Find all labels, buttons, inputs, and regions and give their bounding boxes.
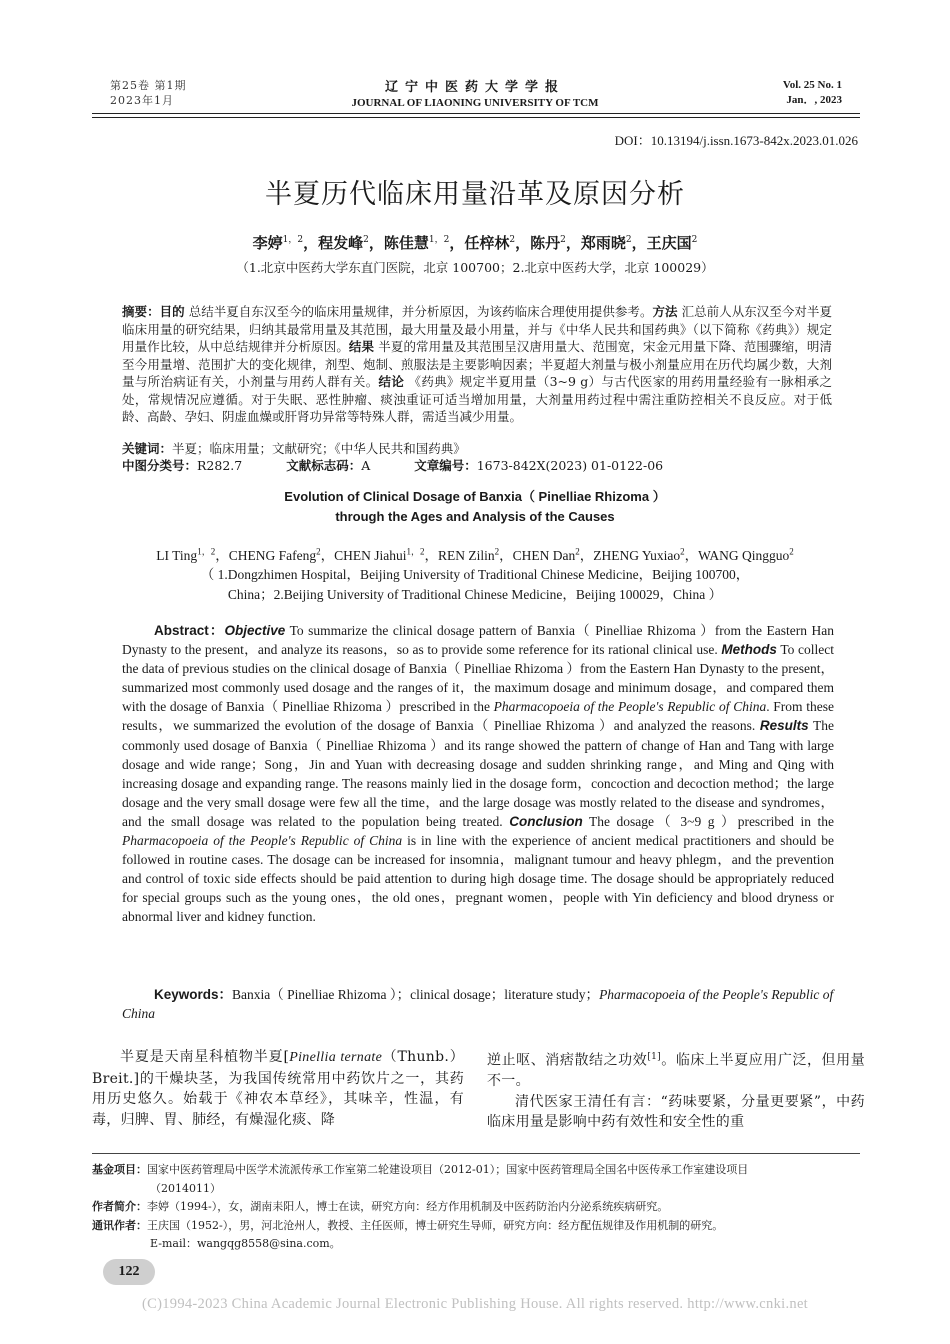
- journal-name-en: JOURNAL OF LIAONING UNIVERSITY OF TCM: [351, 97, 599, 109]
- affiliation-en-line: （ 1.Dongzhimen Hospital，Beijing University of Traditional Chinese Medicine，Beijing 100700，: [200, 567, 750, 582]
- methods-label-cn: 方法: [652, 304, 678, 319]
- article-number-label: 文章编号：: [414, 458, 477, 473]
- doi: DOI：10.13194/j.issn.1673-842x.2023.01.026: [614, 133, 858, 148]
- footnotes: [92, 1161, 862, 1254]
- keywords-cn: [122, 440, 832, 457]
- authors-en: LI Ting$^{1,2}$，CHENG Fafeng$^2$，CHEN Jiahui$^{1,2}$，REN Zilin$^2$，CHEN Dan$^2$，ZHENG Yuxiao$^2$，WANG Qingguo$^2$: [156, 546, 794, 563]
- volume-cn: 第25卷 第1期: [110, 79, 187, 92]
- keywords-value-en: Banxia（ Pinelliae Rhizoma ）；clinical dosage；literature study；: [232, 987, 600, 1002]
- methods-label-en: Methods: [721, 642, 777, 658]
- author-affil-sup: 2: [363, 235, 369, 245]
- author-name-en: CHEN Jiahui: [334, 548, 407, 563]
- author-affil-sup: 2: [509, 235, 516, 245]
- abstract-cn: [122, 303, 832, 426]
- conclusion-label-en: Conclusion: [509, 813, 583, 829]
- body-text: 逆止呕、消痞散结之功效: [487, 1052, 648, 1069]
- methods-text-cn: 汇总前人从东汉至今对半夏临床用量的研究结果，归纳其最常用量及其范围，最大用量及最小用量，并与《中华人民共和国药典》（以下简称《药典》）规定用量作比较，从中总结规律并分析原因。: [122, 304, 832, 354]
- body-paragraph: [92, 1047, 464, 1130]
- pharmacopoeia-title: Pharmacopoeia of the People's Republic of China: [493, 699, 767, 715]
- author-affil-sup: 1，2: [428, 235, 450, 245]
- author-affil-sup: 2: [691, 235, 698, 245]
- author-name: 陈佳慧: [383, 234, 429, 252]
- header-volume-en: [783, 78, 842, 108]
- body-text: （Thunb.）Breit.]的干燥块茎，为我国传统常用中药饮片之一，其药用历史悠久。始载于《神农本草经》，其味辛，性温，有毒，归脾、胃、肺经，有燥湿化痰、降: [92, 1049, 464, 1128]
- author-name: 程发峰: [318, 234, 364, 252]
- author-affil-sup: 2: [575, 546, 580, 557]
- doc-code-label: 文献标志码：: [286, 458, 362, 473]
- corresponding-note: [92, 1217, 862, 1236]
- author-affil-sup: 2: [789, 546, 794, 557]
- header-rule: [92, 113, 860, 114]
- results-text-en: The commonly used dosage of Banxia（ Pinelliae Rhizoma ）and its range showed the pattern of change of Han and Tang with large dosage and wide range；Song，Jin and Yuan with decreasing dosage and sudden shrinking range，and Ming and Qing with increasing dosage and expanding range. The reasons mainly lied in the dosage form，concoction and decoction method；the large dosage and the very small dosage were few all the time，and the large dosage was mostly related to the disease and syndromes，and the small dosage was related to the population being treated.: [122, 718, 834, 829]
- header-volume-cn: [110, 78, 187, 108]
- email-link[interactable]: E-mail：wangqg8558@sina.com。: [150, 1237, 341, 1250]
- keywords-value-cn: 半夏；临床用量；文献研究；《中华人民共和国药典》: [172, 441, 466, 456]
- affiliation-en: [0, 565, 950, 605]
- affiliation-cn: （1.北京中医药大学东直门医院，北京 100700；2.北京中医药大学，北京 100029）: [236, 260, 714, 275]
- copyright-watermark: (C)1994-2023 China Academic Journal Electronic Publishing House. All rights reserved. http://www.cnki.net: [141, 1296, 809, 1312]
- author-name-en: WANG Qingguo: [698, 548, 790, 563]
- author-name: 王庆国: [646, 234, 692, 252]
- body-column-right: [487, 1047, 865, 1133]
- results-text-cn: 半夏的常用量及其范围呈汉唐用量大、范围宽，宋金元用量下降、范围骤缩，明清至今用量增、范围扩大的变化规律，剂型、炮制、煎服法是主要影响因素；半夏超大剂量与极小剂量应用在历代均属少数，大剂量与所治病证有关，小剂量与用药人群有关。: [122, 339, 832, 389]
- clc-value: R282.7: [197, 458, 243, 473]
- author-name: 郑雨晓: [580, 234, 626, 252]
- methods-text-en: To collect the data of previous studies on the clinical dosage of Banxia（ Pinelliae Rhizoma ）from the Eastern Han Dynasty to the present，summarized most commonly used dosage and the ranges of it，the maximum dosage and minimum dosage，and compared them with the dosage of Banxia（ Pinelliae Rhizoma ）prescribed in the: [122, 642, 835, 715]
- keywords-label-cn: 关键词：: [122, 441, 173, 456]
- author-affil-sup: 2: [680, 546, 685, 557]
- journal-name-cn: 辽宁中医药大学学报: [384, 80, 565, 95]
- methods-text-en-end: . From these results，we summarized the evolution of the dosage of Banxia（ Pinelliae Rhizoma ）and analyzed the reasons.: [122, 699, 834, 734]
- fund-text: 国家中医药管理局中医学术流派传承工作室第二轮建设项目（2012-01）；国家中医药管理局全国名中医传承工作室建设项目: [147, 1163, 749, 1176]
- body-paragraph: [487, 1047, 865, 1092]
- author-name: 任梓林: [464, 234, 510, 252]
- conclusion-label-cn: 结论: [378, 374, 405, 389]
- results-label-cn: 结果: [348, 339, 375, 354]
- fund-text-cont: （2014011）: [150, 1181, 221, 1195]
- header-journal: [250, 76, 700, 109]
- paper-title-cn: 半夏历代临床用量沿革及原因分析: [265, 179, 685, 210]
- body-text: 。临床上半夏应用广泛，但用量不一。: [487, 1052, 865, 1090]
- conclusion-text-en-end: is in line with the experience of ancient medical practitioners and should be followed in routine cases. The dosage can be increased for insomnia，malignant tumour and heavy phlegm，and the prevention and control of toxic side effects should be paid attention to during high dosage time. The dosage should be appropriately reduced for special groups such as the young ones，the old ones，pregnant women，people with Yin deficiency and blood dryness or abnormal liver and kidney function.: [122, 833, 835, 925]
- keywords-label-en: Keywords：: [154, 987, 233, 1002]
- body-text: 半夏是天南星科植物半夏[: [120, 1049, 290, 1065]
- author-name-en: CHEN Dan: [512, 548, 576, 563]
- abstract-label-cn: 摘要：: [122, 304, 160, 319]
- body-paragraph: 清代医家王清任有言：“药味要紧，分量更要紧”，中药临床用量是影响中药有效性和安全性的重: [487, 1093, 865, 1131]
- article-number-value: 1673-842X(2023) 01-0122-06: [476, 458, 664, 473]
- pharmacopoeia-title: Pharmacopoeia of the People's Republic of China: [122, 833, 403, 849]
- conclusion-text-cn: 《药典》规定半夏用量（3~9 g）与古代医家的用药用量经验有一脉相承之处，常规情况应遵循。对于失眠、恶性肿瘤、痰浊重证可适当增加用量，大剂量用药过程中需注重防控相关不良反应。对于低龄、高龄、孕妇、阴虚血燥或肝肾功异常等特殊人群，需适当减少用量。: [122, 374, 832, 424]
- author-affil-sup: 2: [316, 546, 321, 557]
- author-affil-sup: 1，2: [406, 546, 425, 557]
- author-affil-sup: 2: [560, 235, 566, 245]
- author-name-en: CHENG Fafeng: [228, 548, 317, 563]
- results-label-en: Results: [759, 718, 809, 734]
- title-en-line: through the Ages and Analysis of the Causes: [335, 509, 615, 524]
- latin-name: Pinellia ternate: [289, 1050, 383, 1065]
- abstract-label-en: Abstract：: [154, 623, 225, 638]
- author-bio-text: 李婷（1994-），女，湖南耒阳人，博士在读，研究方向：经方作用机制及中医药防治内分泌系统疾病研究。: [147, 1200, 669, 1213]
- keywords-italic-en: Pharmacopoeia of the People's Republic of China: [122, 987, 834, 1022]
- author-affil-sup: 1，2: [282, 235, 304, 245]
- objective-text-en: To summarize the clinical dosage pattern of Banxia（ Pinelliae Rhizoma ）from the Eastern Han Dynasty to the present，and analyze its reasons，so as to provide some reference for its rational clinical use.: [122, 623, 835, 658]
- author-name: 陈丹: [530, 234, 561, 252]
- footnote-rule: [92, 1153, 860, 1154]
- title-en-line: Evolution of Clinical Dosage of Banxia（ Pinelliae Rhizoma ）: [284, 489, 666, 504]
- corresponding-label: 通讯作者：: [92, 1218, 147, 1232]
- author-name: 李婷: [252, 234, 283, 252]
- paper-title-en: [0, 487, 950, 527]
- objective-text-cn: 总结半夏自东汉至今的临床用量规律，并分析原因，为该药临床合理使用提供参考。: [188, 304, 653, 319]
- conclusion-text-en: The dosage（ 3~9 g ）prescribed in the: [589, 813, 834, 829]
- affiliation-en-line: China；2.Beijing University of Traditional Chinese Medicine，Beijing 100029，China ）: [227, 587, 723, 602]
- author-bio-label: 作者简介：: [92, 1200, 147, 1213]
- abstract-en: [122, 621, 834, 927]
- doc-code-value: A: [361, 458, 371, 473]
- author-note: [92, 1198, 862, 1217]
- date-cn: 2023年1月: [110, 94, 174, 107]
- fund-label: 基金项目：: [92, 1163, 147, 1176]
- fund-note: [92, 1161, 862, 1180]
- author-name-en: ZHENG Yuxiao: [593, 548, 681, 563]
- author-name-en: LI Ting: [156, 548, 198, 563]
- author-affil-sup: 2: [494, 546, 500, 557]
- citation-ref: [1]: [647, 1052, 661, 1062]
- author-name-en: REN Zilin: [437, 548, 495, 563]
- date-en: Jan．, 2023: [786, 94, 842, 106]
- keywords-en: [122, 985, 834, 1023]
- authors-cn: 李婷$^{1,2}$，程发峰$^2$，陈佳慧$^{1,2}$，任梓林$^2$，陈丹$^2$，郑雨晓$^2$，王庆国$^2$: [252, 234, 698, 252]
- clc-label: 中图分类号：: [122, 458, 198, 473]
- volume-en: Vol. 25 No. 1: [782, 79, 842, 91]
- objective-label-cn: 目的: [159, 304, 185, 319]
- body-column-left: [92, 1047, 464, 1130]
- corresponding-text: 王庆国（1952-），男，河北沧州人，教授、主任医师，博士研究生导师，研究方向：经方配伍规律及作用机制的研究。: [147, 1218, 724, 1232]
- header-rule-thin: [92, 117, 860, 118]
- author-affil-sup: 2: [625, 235, 632, 245]
- classification-line: [122, 457, 832, 474]
- page-number-badge: 122: [103, 1259, 155, 1285]
- author-affil-sup: 1，2: [197, 546, 216, 557]
- objective-label-en: Objective: [224, 623, 286, 638]
